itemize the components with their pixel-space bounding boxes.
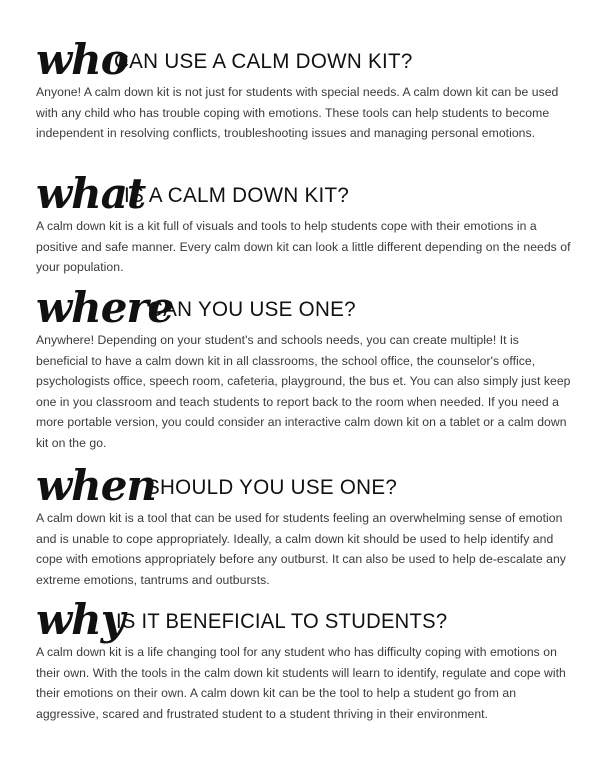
section-body: A calm down kit is a life changing tool for any student who has difficulty coping with emotions on their own. With the tools in the calm down kit students will learn to identify, regulate and cope with their emotions on their own. A calm down kit can be the tool to help a student go from an aggressive, scared and frustrated student to a student thriving in their environment. xyxy=(36,645,566,721)
script-word: why xyxy=(36,595,125,644)
section-body: Anywhere! Depending on your student's and schools needs, you can create multiple! It is beneficial to have a calm down kit in all classrooms, the school office, the counselor's office, psychologists office, speech room, cafeteria, playground, the bus et. You can also simply just keep one in you classroom and teach students to report back to the room when needed. If you need a more portable version, you could consider an interactive calm down kit on a tablet or a calm down kit on the go. xyxy=(36,333,571,450)
section-heading xyxy=(36,595,572,644)
section-body: Anyone! A calm down kit is not just for students with special needs. A calm down kit can be used with any child who has trouble coping with emotions. These tools can help students to become independent in resolving conflicts, troubleshooting issues and managing personal emotions. xyxy=(36,85,559,140)
section-heading xyxy=(36,283,572,332)
script-word: what xyxy=(36,169,146,218)
section-when xyxy=(36,461,572,590)
section-heading xyxy=(36,35,572,84)
section-heading xyxy=(36,461,572,510)
heading-text: IS IT BENEFICIAL TO STUDENTS? xyxy=(116,610,448,633)
section-where xyxy=(36,283,572,453)
heading-text: SHOULD YOU USE ONE? xyxy=(146,476,398,499)
section-why xyxy=(36,595,572,724)
heading-text: CAN YOU USE ONE? xyxy=(148,298,356,321)
section-body: A calm down kit is a tool that can be used for students feeling an overwhelming sense of emotion and is unable to cope appropriately. Ideally, a calm down kit should be used to help identify and cope with emotions appropriately before any outburst. It can also be used to help de-escalate any extreme emotions, tantrums and outbursts. xyxy=(36,511,566,587)
heading-text: IS A CALM DOWN KIT? xyxy=(124,184,350,207)
section-heading xyxy=(36,169,572,218)
script-word: where xyxy=(36,283,174,332)
section-body: A calm down kit is a kit full of visuals and tools to help students cope with their emotions in a positive and safe manner. Every calm down kit can look a little different depending on the needs of your population. xyxy=(36,219,571,274)
script-word: when xyxy=(36,461,156,510)
section-who xyxy=(36,35,572,144)
script-word: who xyxy=(36,35,128,84)
section-what xyxy=(36,169,572,278)
heading-text: CAN USE A CALM DOWN KIT? xyxy=(114,50,413,73)
